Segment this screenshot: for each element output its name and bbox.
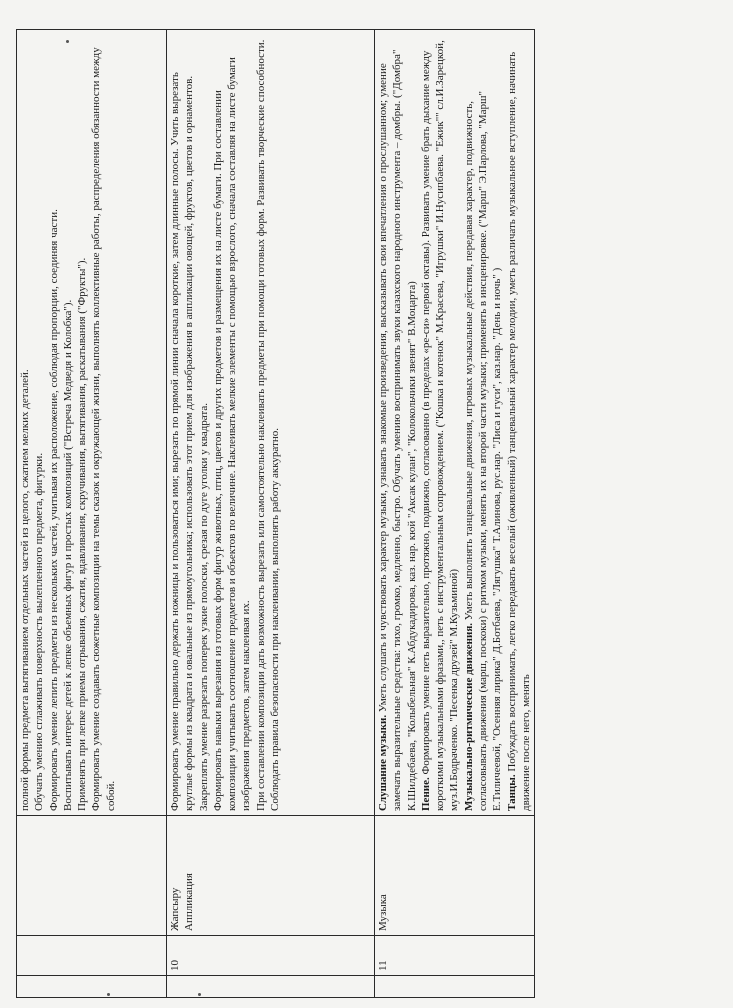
curriculum-table: [16, 29, 535, 998]
scan-speck: [198, 993, 201, 996]
content-cell: [17, 30, 167, 816]
row-number-cell: 11: [375, 936, 535, 976]
row-number-cell: 10: [167, 936, 375, 976]
paragraph: Формировать умение создавать сюжетные композиции на темы сказок и окружающей жизни, выполнять коллективные работы, распределения обязанности между собой.: [90, 47, 117, 811]
music-block: [462, 34, 505, 811]
paragraph: Обучать умению сглаживать поверхность вылепленного предмета, фигурки.: [33, 452, 46, 811]
section-text: Уметь выполнять танцевальные движения, игровых музыкальные действия, передавая характер, подвижность, согласовывать движения (марш, поскоки) с ритмом музыки, менять их на второй части музыки; применять в инсценировке. ("Марш" Э.Парлова, "Марш" Е.Тиличеевой, "Осенняя лирика" Д.Ботбаева, "Лягушка" Т.Алинова, рус.нар. "Лиса и гуси", каз.нар. "День и ночь" ): [462, 91, 504, 811]
scan-speck: [66, 40, 69, 43]
paragraph: Закреплять умение разрезать поперек узкие полоски, срезая по дуге уголки у квадрата.: [197, 403, 210, 811]
paragraph: Формировать навыки вырезания из готовых форм фигур животных, птиц, цветов и других предметов и размещения их на листе бумаги. При составлении композиции учитывать соотношение предметов и объектов по величине. Наклеивать мелкие элементы с помощью взрослого, сначала составляя на листе бумаги изображения предметов, затем наклеивая их.: [211, 57, 253, 811]
table-row-applique: [167, 30, 375, 998]
margin-cell: [375, 976, 535, 998]
subject-cell: Жапсыру Аппликация: [167, 816, 375, 936]
paragraph: Соблюдать правила безопасности при наклеивании, выполнять работу аккуратно.: [269, 428, 282, 811]
paragraph: Применять при лепке приемы отрывания, сжатия, вдавливания, скручивания, вытягивания, раскатывания ("Фрукты").: [76, 257, 89, 811]
section-lead: Танцы.: [505, 774, 518, 811]
section-lead: Музыкально-ритмические движения.: [462, 622, 475, 811]
music-block: [419, 34, 462, 811]
subject-cell: Музыка: [375, 816, 535, 936]
music-block: [376, 34, 419, 811]
table-row-music: [375, 30, 535, 998]
section-lead: Слушание музыки.: [377, 714, 389, 811]
paragraph: Формировать умение лепить предметы из нескольких частей, учитывая их расположение, соблюдая пропорции, соединяя части.: [47, 209, 60, 811]
subject-cell: [17, 816, 167, 936]
scan-speck: [107, 993, 110, 996]
content-cell: [375, 30, 535, 816]
paragraph: полной формы предмета вытягиванием отдельных частей из целого, сжатием мелких деталей.: [19, 369, 31, 811]
section-text: Формировать умение петь выразительно, протяжно, подвижно, согласованно (в пределах «ре-си» первой октавы). Развивать умение брать дыхание между короткими музыкальными фразами,, петь с инструментальным сопровождением. ("Кошка и котенок" М.Красева, "Игрушки" И.Нусипбаева. "Ежик"" сл.И.Зарецкой, муз.И.Бодраченко. "Песенка друзей" М.Кузьминой): [419, 40, 461, 811]
section-text: Побуждать воспринимать, легко передавать веселый (оживленный) танцевальный характер мелодии, уметь различать музыкальное вступление, начинать движение после него, менять: [505, 51, 532, 811]
row-number-cell: [17, 936, 167, 976]
music-block: [505, 34, 534, 811]
section-text: Уметь слушать и чувствовать характер музыки, узнавать знакомые произведения, высказывать свои впечатления о прослушанном; умение замечать выразительные средства: тихо, громко, медленно, быстро. Обучать умению воспринимать звуки казахского народного инструмента – домбры. ("Домбра" К.Шилдебаева, "Колыбельная" К.Абдукадирова, каз. нар. кюй "Аксак кулан", "Колокольчики звенят" В.Моцарта): [377, 49, 418, 811]
section-lead: Пение.: [419, 777, 432, 811]
paragraph: Воспитывать интерес детей к лепке объемных фигур и простых композиций ("Встреча Медведя и Колобка").: [61, 299, 74, 811]
paragraph: Формировать умение правильно держать ножницы и пользоваться ими; вырезать по прямой линии сначала короткие, затем длинные полосы. Учить вырезать круглые формы из квадрата и овальные из прямоугольника; использовать этот прием для изображения в аппликации овощей, фруктов, цветов и орнаментов.: [169, 72, 196, 811]
paragraph: При составлении композиции дать возможность вырезать или самостоятельно наклеивать предметы при помощи готовых форм. Развивать творческие способности.: [254, 39, 267, 811]
margin-cell: [17, 976, 167, 998]
table-row-continuation: [17, 30, 167, 998]
content-cell: [167, 30, 375, 816]
